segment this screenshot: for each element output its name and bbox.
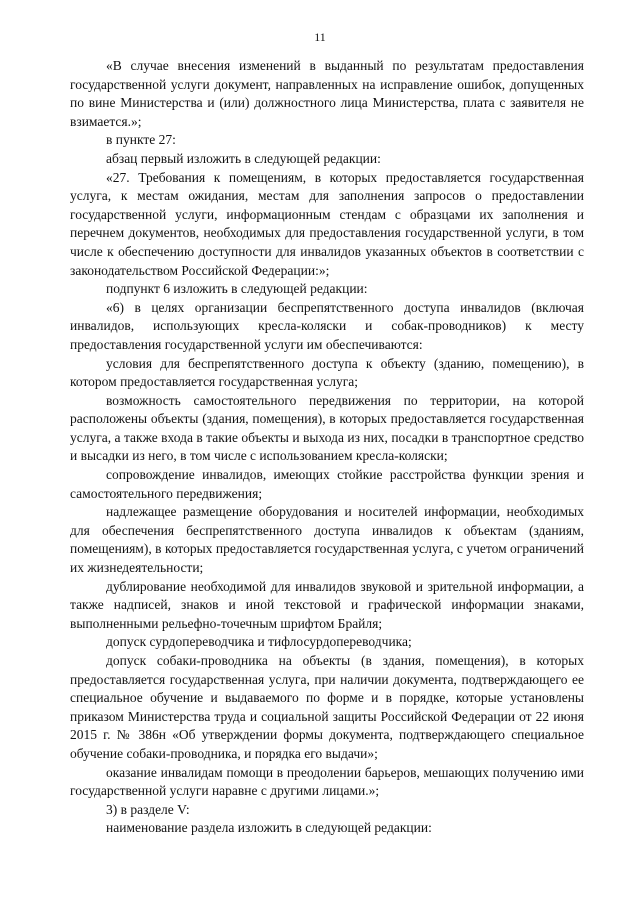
paragraph: сопровождение инвалидов, имеющих стойкие расстройства функции зрения и самостоятельного передвижения; (70, 467, 584, 501)
paragraph: абзац первый изложить в следующей редакции: (106, 150, 381, 166)
paragraph: подпункт 6 изложить в следующей редакции: (106, 281, 368, 297)
paragraph: «6) в целях организации беспрепятственного доступа инвалидов (включая инвалидов, использующих кресла-коляски и собак-проводников) к месту предоставления государственной услуги им обеспечиваются: (70, 299, 584, 352)
paragraph: дублирование необходимой для инвалидов звуковой и зрительной информации, а также надписей, знаков и иной текстовой и графической информации знаками, выполненными рельефно-точечным шрифтом Брайля; (70, 578, 584, 631)
paragraph: допуск сурдопереводчика и тифлосурдопереводчика; (106, 634, 412, 650)
paragraph: допуск собаки-проводника на объекты (в здания, помещения), в которых предоставляется государственная услуга, при наличии документа, подтверждающего ее специальное обучение и выдаваемого по форме и в порядке, которые установлены приказом Министерства труда и социальной защиты Российской Федерации от 22 июня 2015 г. № 386н «Об утверждении формы документа, подтверждающего специальное обучение собаки-проводника, и порядка его выдачи»; (70, 653, 584, 761)
paragraph: условия для беспрепятственного доступа к объекту (зданию, помещению), в котором предоставляется государственная услуга; (70, 355, 584, 390)
document-body (70, 57, 584, 838)
paragraph: в пункте 27: (106, 132, 176, 148)
page-number: 11 (314, 30, 326, 44)
paragraph: 3) в разделе V: (106, 801, 190, 817)
paragraph: возможность самостоятельного передвижения по территории, на которой расположены объекты (здания, помещения), в которых предоставляется государственная услуга, а также входа в такие объекты и выхода из них, посадки в транспортное средство и высадки из него, в том числе с использованием кресла-коляски; (70, 392, 584, 464)
paragraph: «27. Требования к помещениям, в которых предоставляется государственная услуга, к местам ожидания, местам для заполнения запросов о предоставлении государственной услуги, информационным стендам с образцами их заполнения и перечнем документов, необходимых для предоставления государственной услуги, в том числе к обеспечению доступности для инвалидов указанных объектов в соответствии с законодательством Российской Федерации:»; (70, 169, 584, 278)
paragraph: «В случае внесения изменений в выданный по результатам предоставления государственной услуги документ, направленных на исправление ошибок, допущенных по вине Министерства и (или) должностного лица Министерства, плата с заявителя не взимается.»; (70, 58, 584, 129)
paragraph: надлежащее размещение оборудования и носителей информации, необходимых для обеспечения беспрепятственного доступа инвалидов к объектам (зданиям, помещениям), в которых предоставляется государственная услуга, с учетом ограничений их жизнедеятельности; (70, 504, 584, 576)
paragraph: оказание инвалидам помощи в преодолении барьеров, мешающих получению ими государственной услуги наравне с другими лицами.»; (70, 764, 584, 799)
paragraph: наименование раздела изложить в следующей редакции: (106, 820, 432, 836)
